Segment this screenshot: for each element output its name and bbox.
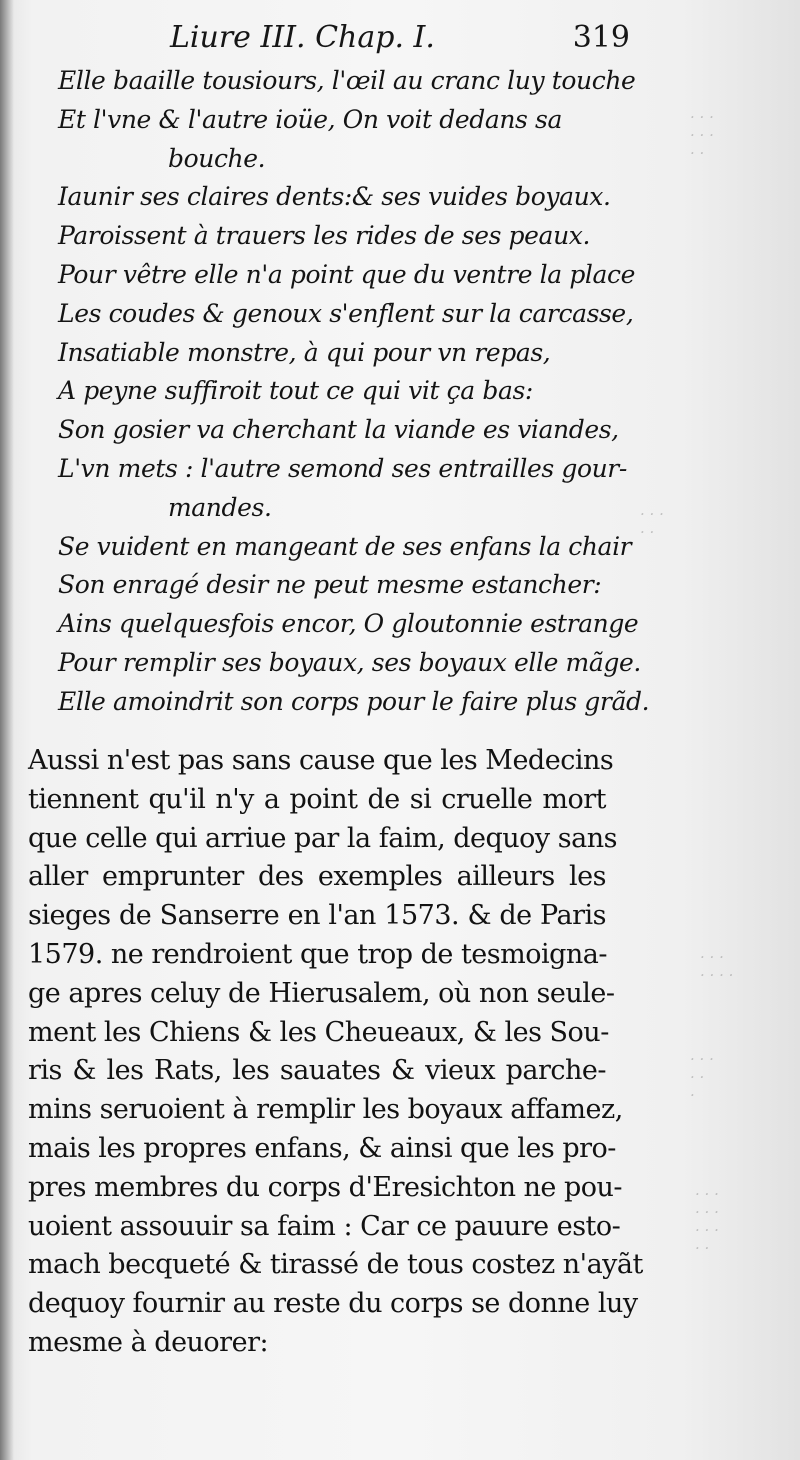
prose-line: 1579. ne rendroient que trop de tesmoigna- [28, 938, 608, 970]
prose-line: ment les Chiens & les Cheueaux, & les Sou- [28, 1016, 609, 1048]
verse-line: L'vn mets : l'autre semond ses entrailles gour- [58, 453, 627, 483]
verse-line: Les coudes & genoux s'enflent sur la carcasse, [58, 298, 634, 328]
verse-line: Iaunir ses claires dents:& ses vuides boyaux. [58, 182, 611, 212]
prose-line: mais les propres enfans, & ainsi que les pro- [28, 1132, 616, 1164]
prose-line: mach becqueté & tirassé de tous costez n'ayãt [28, 1249, 643, 1281]
prose-paragraph [28, 742, 643, 1363]
bleed-through-marks: · · · · · · · · · · · [695, 1185, 719, 1257]
bleed-through-marks: · · · · · · · [700, 948, 734, 984]
prose-line: pres membres du corps d'Eresichton ne pou- [28, 1171, 623, 1203]
verse-line: Pour vêtre elle n'a point que du ventre la place [58, 259, 636, 289]
prose-line: ge apres celuy de Hierusalem, où non seule- [28, 977, 615, 1009]
verse-line: mandes. [168, 492, 272, 522]
verse-line: Elle amoindrit son corps pour le faire plus grãd. [58, 686, 650, 716]
verse-line: Son gosier va cherchant la viande es viandes, [58, 415, 619, 445]
verse-line: Insatiable monstre, à qui pour vn repas, [58, 337, 551, 367]
bleed-through-marks: · · · · · [640, 505, 664, 541]
prose-line: ris & les Rats, les sauates & vieux parche- [28, 1055, 606, 1087]
prose-line: sieges de Sanserre en l'an 1573. & de Paris [28, 900, 606, 932]
gutter-shadow [0, 0, 14, 1460]
verse-line: Paroissent à trauers les rides de ses peaux. [58, 221, 591, 251]
verse-line: Son enragé desir ne peut mesme estancher: [58, 570, 602, 600]
prose-line: dequoy fournir au reste du corps se donne luy [28, 1288, 638, 1320]
verse-line: Et l'vne & l'autre ioüe, On voit dedans sa [58, 104, 562, 134]
prose-line: mesme à deuorer: [28, 1326, 269, 1358]
bleed-through-marks: · · · · · · · · [690, 108, 714, 162]
prose-line: uoient assouuir sa faim : Car ce pauure esto- [28, 1210, 621, 1242]
prose-line: que celle qui arriue par la faim, dequoy sans [28, 822, 617, 854]
prose-line: aller emprunter des exemples ailleurs les [28, 861, 606, 893]
verse-line: A peyne suffiroit tout ce qui vit ça bas: [58, 376, 533, 406]
bleed-through-marks: · · · · · · [690, 1050, 714, 1104]
verse-line: Elle baaille tousiours, l'œil au cranc luy touche [58, 66, 636, 95]
prose-line: tiennent qu'il n'y a point de si cruelle mort [28, 783, 606, 815]
verse-line: Pour remplir ses boyaux, ses boyaux elle mãge. [58, 647, 641, 677]
verse-block [58, 62, 650, 722]
page-number: 319 [572, 20, 630, 55]
verse-line: Se vuident en mangeant de ses enfans la chair [58, 531, 632, 561]
running-head [170, 12, 630, 58]
prose-line: mins seruoient à remplir les boyaux affamez, [28, 1094, 623, 1126]
verse-line: Ains quelquesfois encor, O gloutonnie estrange [58, 609, 639, 639]
verse-line: bouche. [168, 143, 266, 173]
prose-line: Aussi n'est pas sans cause que les Medecins [28, 745, 614, 776]
running-head-title: Liure III. Chap. I. [170, 20, 435, 55]
